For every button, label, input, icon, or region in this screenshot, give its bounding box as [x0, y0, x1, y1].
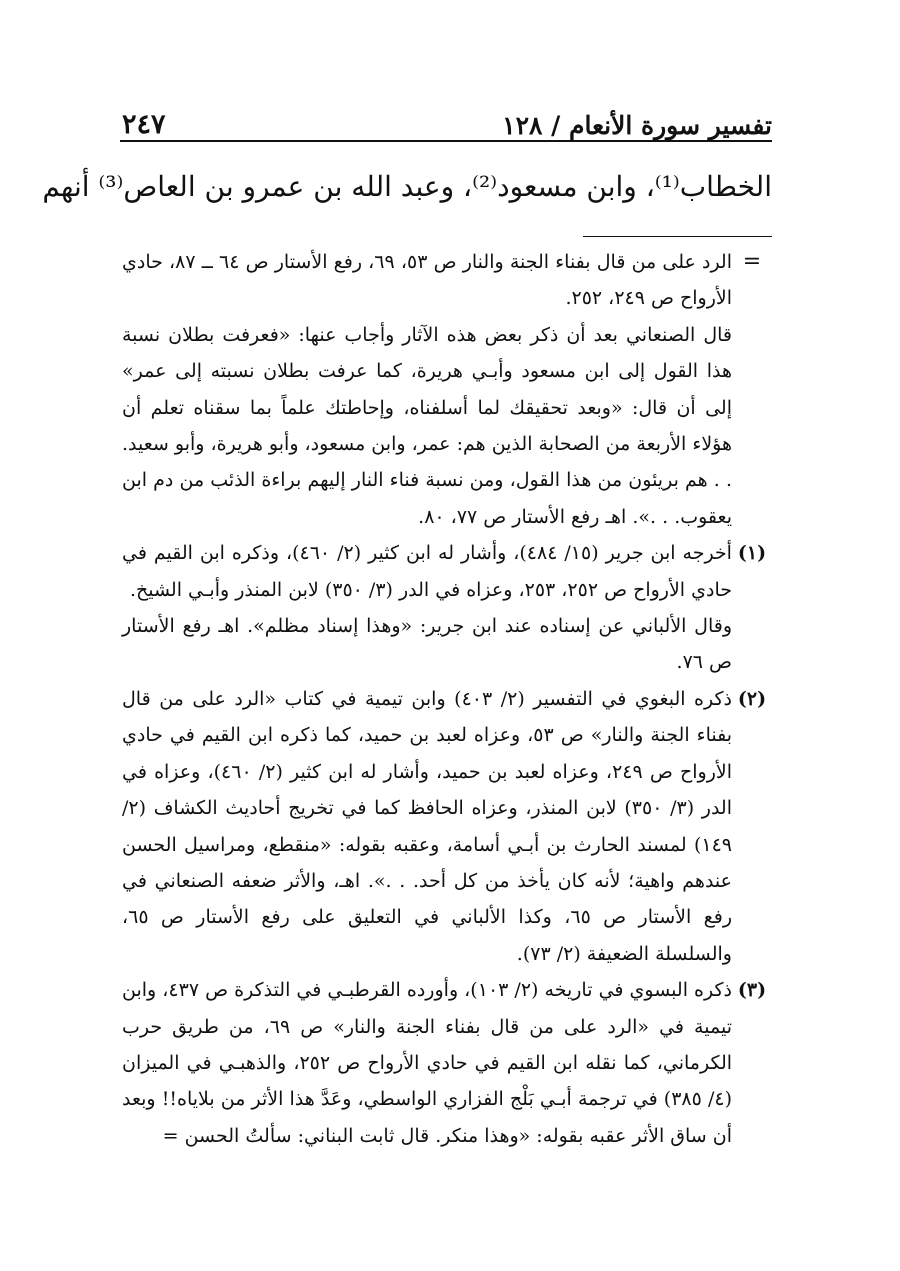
- continuation-marker: =: [742, 249, 762, 274]
- footnote-1-marker: (١): [737, 542, 767, 565]
- footnote-separator: [583, 236, 772, 237]
- main-text-line: الخطاب⁽¹⁾، وابن مسعود⁽²⁾، وعبد الله بن عمرو بن العاص⁽³⁾ أنهم: [42, 170, 772, 203]
- footnote-2: [40, 681, 772, 972]
- footnote-continuation-quote: قال الصنعاني بعد أن ذكر بعض هذه الآثار وأجاب عنها: «فعرفت بطلان نسبة هذا القول إلى ابن مسعود وأبـي هريرة، كما عرفت بطلان نسبته إلى عمر» إلى أن قال: «وبعد تحقيقك لما أسلفناه، وإحاطتك علماً بما سقناه تعلم أن هؤلاء الأربعة من الصحابة الذين هم: عمر، وابن مسعود، وأبو هريرة، وأبو سعيد. . . هم بريئون من هذا القول، ومن نسبة فناء النار إليهم براءة الذئب من دم ابن يعقوب. . .». اهـ رفع الأستار ص ٧٧، ٨٠.: [122, 323, 732, 528]
- footnote-3-text: ذكره البسوي في تاريخه (٢/ ١٠٣)، وأورده القرطبـي في التذكرة ص ٤٣٧، وابن تيمية في «الرد على من قال بفناء الجنة والنار» ص ٦٩، من طريق حرب الكرماني، كما نقله ابن القيم في حادي الأرواح ص ٢٥٢، والذهبـي في الميزان (٤/ ٣٨٥) في ترجمة أبـي بَلْج الفزاري الواسطي، وعَدَّ هذا الأثر من بلاياه!! وبعد أن ساق الأثر عقبه بقوله: «وهذا منكر. قال ثابت البناني: سألتُ الحسن =: [122, 979, 733, 1147]
- footnote-3-marker: (٣): [737, 979, 767, 1002]
- footnote-2-text: ذكره البغوي في التفسير (٢/ ٤٠٣) وابن تيمية في كتاب «الرد على من قال بفناء الجنة والنار» ص ٥٣، وعزاه لعبد بن حميد، كما ذكره ابن القيم في حادي الأرواح ص ٢٤٩، وعزاه لعبد بن حميد، وأشار له ابن كثير (٢/ ٤٦٠)، وعزاه في الدر (٣/ ٣٥٠) لابن المنذر، وعزاه الحافظ كما في تخريج أحاديث الكشاف (٢/ ١٤٩) لمسند الحارث بن أبـي أسامة، وعقبه بقوله: «منقطع، ومراسيل الحسن عندهم واهية؛ لأنه كان يأخذ من كل أحد. . .». اهـ، والأثر ضعفه الصنعاني في رفع الأستار ص ٦٥، وكذا الألباني في التعليق على رفع الأستار ص ٦٥، والسلسلة الضعيفة (٢/ ٧٣).: [122, 687, 733, 965]
- footnotes-block: [40, 244, 772, 1244]
- footnote-continuation-text: الرد على من قال بفناء الجنة والنار ص ٥٣، ٦٩، رفع الأستار ص ٦٤ ــ ٨٧، حادي الأرواح ص ٢٤٩، ٢٥٢.: [122, 251, 732, 310]
- footnote-2-marker: (٢): [737, 687, 767, 710]
- page-number: ٢٤٧: [122, 109, 166, 140]
- footnote-3: [40, 972, 772, 1154]
- footnote-continuation: [40, 244, 772, 317]
- running-title: تفسير سورة الأنعام / ١٢٨: [502, 111, 772, 140]
- footnote-1: [40, 535, 772, 608]
- footnote-1-extra: وقال الألباني عن إسناده عند ابن جرير: «وهذا إسناد مظلم». اهـ رفع الأستار ص ٧٦.: [122, 615, 732, 674]
- header-divider: [120, 140, 772, 142]
- page-header: [122, 96, 772, 140]
- footnote-1-text: أخرجه ابن جرير (١٥/ ٤٨٤)، وأشار له ابن كثير (٢/ ٤٦٠)، وذكره ابن القيم في حادي الأرواح ص ٢٥٢، ٢٥٣، وعزاه في الدر (٣/ ٣٥٠) لابن المنذر وأبـي الشيخ.: [122, 542, 732, 601]
